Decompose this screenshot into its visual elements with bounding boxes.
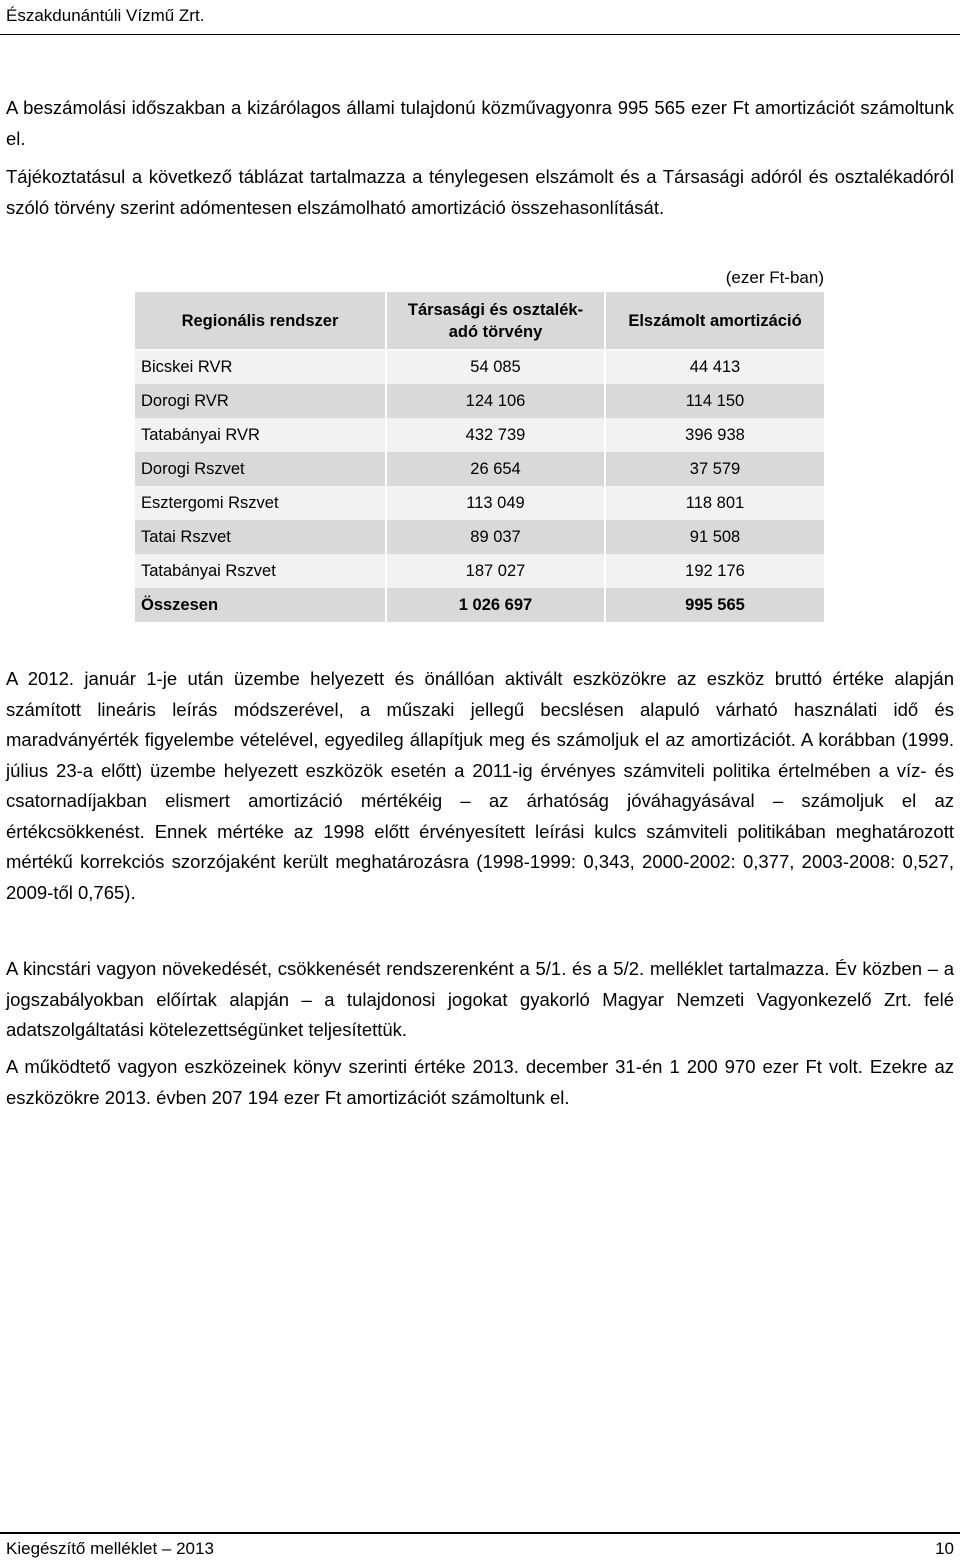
header-tax-law [387,292,604,349]
paragraph-depreciation-method: A 2012. január 1-je után üzembe helyezett és önállóan aktivált eszközökre az eszköz bruttó értéke alapján számított lineáris leírás módszerével, a műszaki jellegű becslésen alapuló várható használati idő és maradványérték figyelembe vételével, egyedileg állapítjuk meg és számoljuk el az amortizációt. A korábban (1999. július 23-a előtt) üzembe helyezett eszközök esetén a 2011-ig érvényes számviteli politika értelmében a víz- és csatornadíjakban elismert amortizáció mértékéig – az árhatóság jóváhagyásával – számoljuk el az értékcsökkenést. Ennek mértéke az 1998 előtt érvényesített leírási kulcs számviteli politikában meghatározott mértékű korrekciós szorzójaként került meghatározásra (1998-1999: 0,343, 2000-2002: 0,377, 2003-2008: 0,527, 2009-től 0,765). [6,668,954,903]
row-booked-value: 44 413 [606,350,824,384]
table-unit-note: (ezer Ft-ban) [725,268,824,287]
total-label: Összesen [135,588,385,622]
row-booked-value: 37 579 [606,452,824,486]
footer-divider [0,1532,960,1534]
row-system-name: Dorogi Rszvet [135,452,385,486]
company-header: Északdunántúli Vízmű Zrt. [6,6,205,25]
table-row [135,350,824,384]
row-tax-law-value: 187 027 [387,554,604,588]
header-booked-amortization: Elszámolt amortizáció [606,292,824,349]
row-system-name: Esztergomi Rszvet [135,486,385,520]
footer-title: Kiegészítő melléklet – 2013 [6,1539,214,1558]
row-tax-law-value: 26 654 [387,452,604,486]
table-row [135,452,824,486]
header-regional-system: Regionális rendszer [135,292,385,349]
total-booked-value: 995 565 [606,588,824,622]
row-booked-value: 192 176 [606,554,824,588]
paragraph-operating-assets: A működtető vagyon eszközeinek könyv szerinti értéke 2013. december 31-én 1 200 970 ezer Ft volt. Ezekre az eszközökre 2013. évben 207 194 ezer Ft amortizációt számoltunk el. [6,1056,954,1108]
row-system-name: Tatabányai RVR [135,418,385,452]
row-booked-value: 114 150 [606,384,824,418]
paragraph-comparison-intro: Tájékoztatásul a következő táblázat tartalmazza a ténylegesen elszámolt és a Társasági adóról és osztalékadóról szóló törvény szerint adómentesen elszámolható amortizáció összehasonlítását. [6,166,954,218]
row-tax-law-value: 124 106 [387,384,604,418]
paragraph-amortization-state: A beszámolási időszakban a kizárólagos állami tulajdonú közművagyonra 995 565 ezer Ft amortizációt számoltunk el. [6,97,954,149]
table-header-row [135,292,824,349]
table-total-row [135,588,824,622]
row-system-name: Tatai Rszvet [135,520,385,554]
total-tax-law-value: 1 026 697 [387,588,604,622]
row-system-name: Dorogi RVR [135,384,385,418]
header-tax-law-line2: adó törvény [448,322,543,341]
header-divider [0,34,960,35]
row-booked-value: 91 508 [606,520,824,554]
table-row [135,520,824,554]
paragraph-state-assets: A kincstári vagyon növekedését, csökkenését rendszerenként a 5/1. és a 5/2. melléklet tartalmazza. Év közben – a jogszabályokban előírtak alapján – a tulajdonosi jogokat gyakorló Magyar Nemzeti Vagyonkezelő Zrt. felé adatszolgáltatási kötelezettségünket teljesítettük. [6,958,954,1040]
row-booked-value: 396 938 [606,418,824,452]
row-system-name: Bicskei RVR [135,350,385,384]
amortization-table [135,292,824,622]
table-row [135,486,824,520]
row-tax-law-value: 432 739 [387,418,604,452]
table-row [135,384,824,418]
row-tax-law-value: 54 085 [387,350,604,384]
row-tax-law-value: 89 037 [387,520,604,554]
table-row [135,418,824,452]
row-booked-value: 118 801 [606,486,824,520]
row-system-name: Tatabányai Rszvet [135,554,385,588]
row-tax-law-value: 113 049 [387,486,604,520]
table-row [135,554,824,588]
header-tax-law-line1: Társasági és osztalék- [407,300,584,319]
page-number: 10 [935,1539,954,1558]
